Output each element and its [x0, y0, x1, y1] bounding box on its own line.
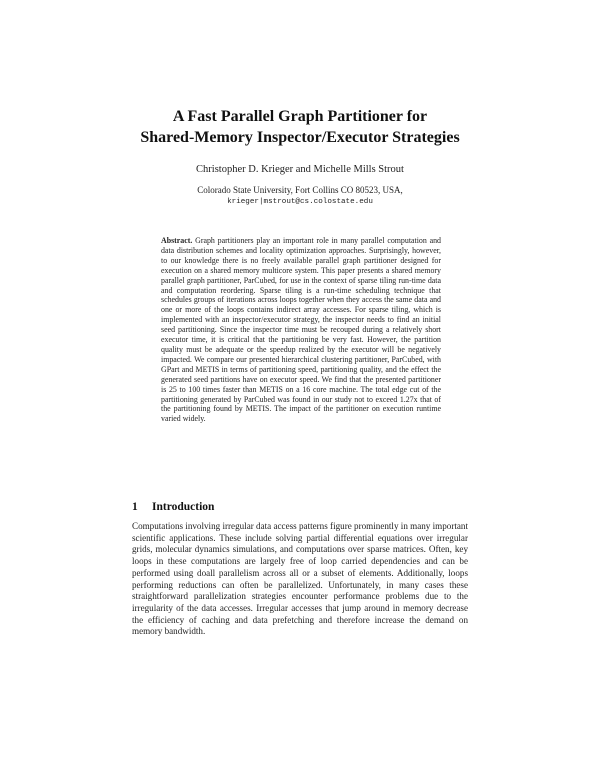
- introduction-body: [132, 521, 468, 638]
- introduction-paragraph: Computations involving irregular data access patterns figure prominently in many important scientific applications. These include solving partial differential equations over irregular grids, molecular dynamics simulations, and computations over sparse matrices. Often, key loops in these computations are largely free of loop carried dependencies and can be performed using doall parallelism across all or a subset of elements. Additionally, loops performing reductions can often be parallelized. Unfortunately, in many cases these straightforward parallelization strategies encounter performance problems due to the irregularity of the data accesses. Irregular accesses that jump around in memory decrease the efficiency of caching and data prefetching and therefore increase the demand on memory bandwidth.: [132, 521, 468, 637]
- title-line-1: A Fast Parallel Graph Partitioner for: [172, 108, 428, 125]
- section-number: 1: [132, 501, 138, 513]
- author-email: krieger|mstrout@cs.colostate.edu: [227, 198, 373, 206]
- abstract-label: Abstract.: [161, 236, 193, 245]
- author-list: Christopher D. Krieger and Michelle Mills Strout: [196, 164, 404, 175]
- affiliation: Colorado State University, Fort Collins CO 80523, USA,: [197, 185, 403, 195]
- section-title: Introduction: [152, 501, 215, 513]
- section-heading: [132, 500, 468, 514]
- abstract-block: [161, 236, 441, 424]
- paper-title: [100, 106, 500, 148]
- abstract-text: Graph partitioners play an important role in many parallel computation and data distribution schemes and locality optimization approaches. Surprisingly, however, to our knowledge there is no freely available parallel graph partitioner designed for execution on a shared memory multicore system. This paper presents a shared memory parallel graph partitioner, ParCubed, for use in the context of sparse tiling run-time data and computation reordering. Sparse tiling is a run-time scheduling technique that schedules groups of iterations across loops together when they access the same data and one or more of the loops contains indirect array accesses. For sparse tiling, which is implemented with an inspector/executor strategy, the inspector needs to find an initial seed partitioning. Since the inspector time must be recouped during a relatively short executor time, it is critical that the partitioning be very fast. However, the partition quality must be adequate or the speedup realized by the executor will be negatively impacted. We compare our presented hierarchical clustering partitioner, ParCubed, with GPart and METIS in terms of partitioning speed, partitioning quality, and the effect the generated seed partitions have on executor speed. We find that the presented partitioner is 25 to 100 times faster than METIS on a 16 core machine. The total edge cut of the partitioning generated by ParCubed was found in our study not to exceed 1.27x that of the partitioning found by METIS. The impact of the partitioner on execution runtime varied widely.: [161, 236, 441, 424]
- title-line-2: Shared-Memory Inspector/Executor Strategies: [140, 129, 460, 146]
